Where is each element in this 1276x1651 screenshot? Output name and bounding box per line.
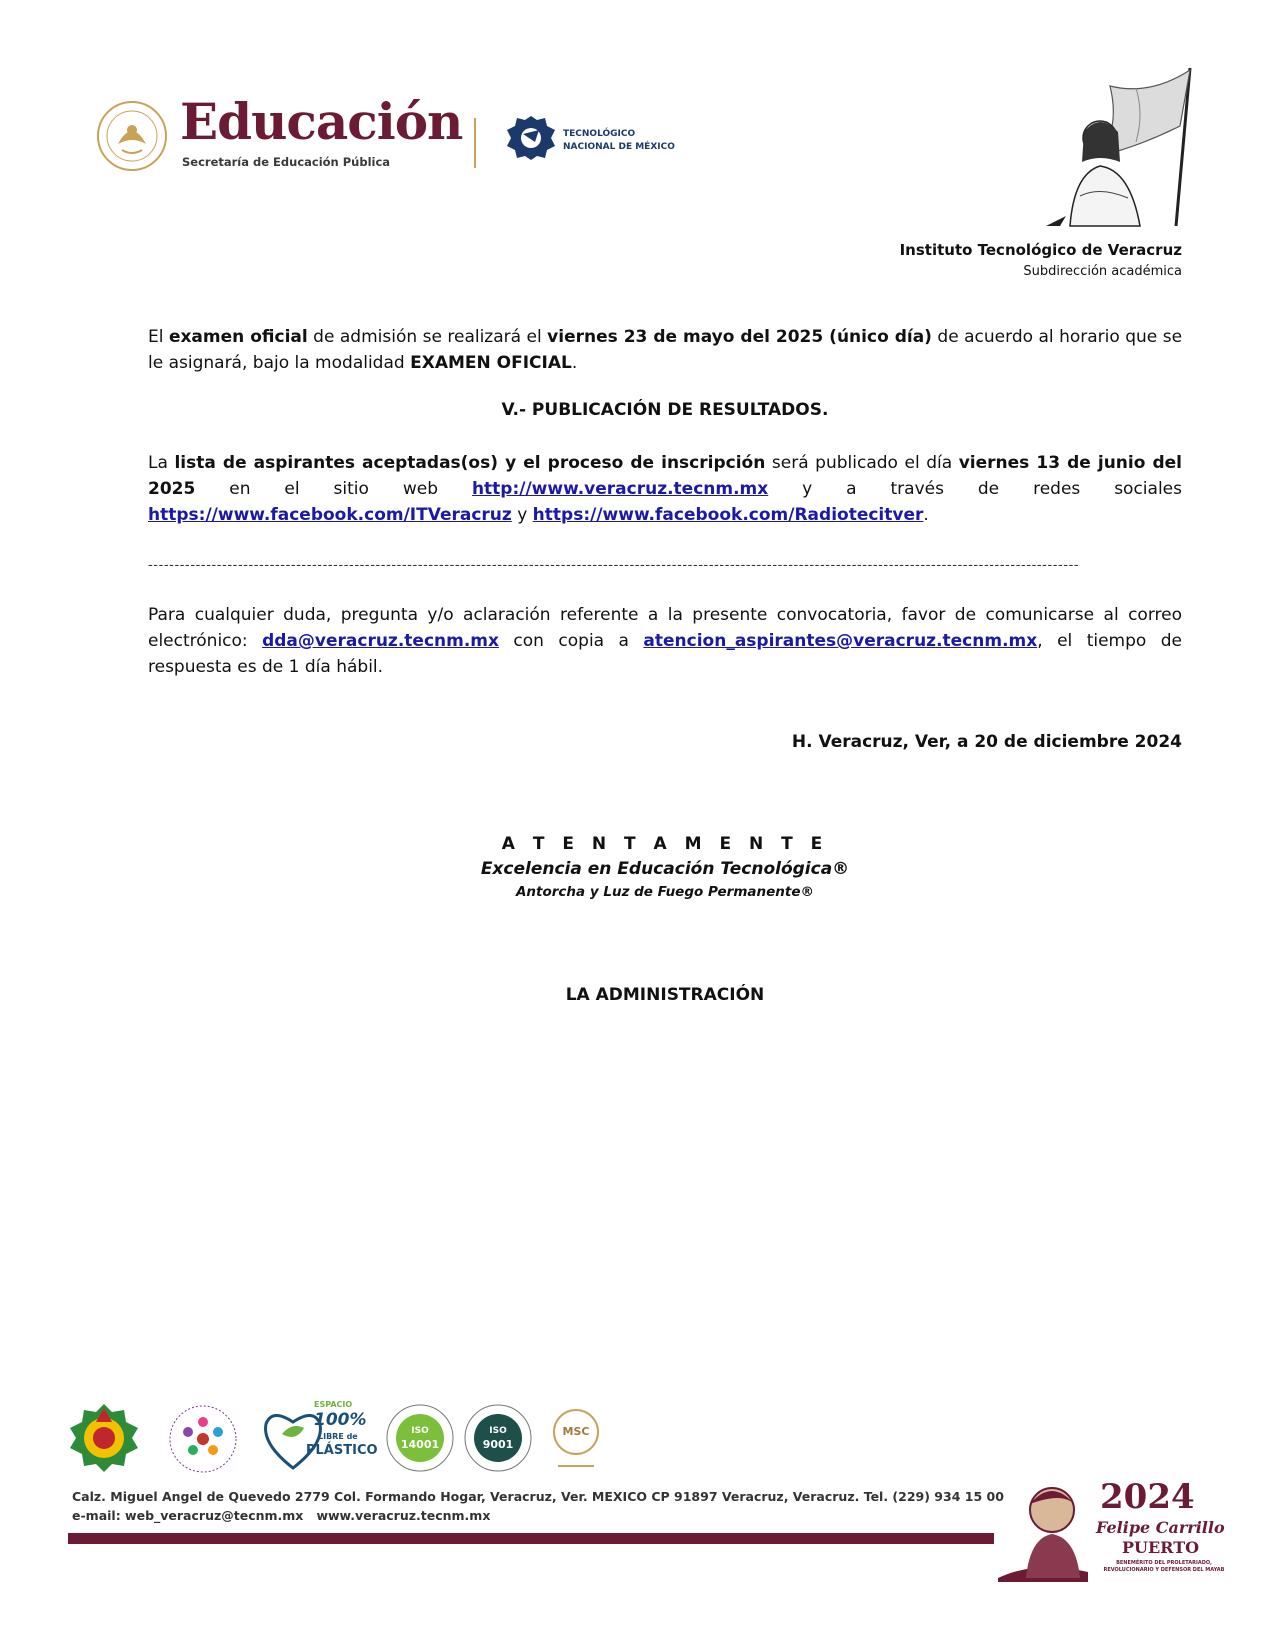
education-subtitle: Secretaría de Educación Pública (182, 155, 391, 169)
heroine-flag-illustration-icon (1040, 66, 1206, 228)
closing-atentamente: A T E N T A M E N T E (501, 834, 829, 854)
exam-paragraph (148, 324, 1182, 376)
badge-name-last: PUERTO (1122, 1538, 1200, 1557)
iso-14001-badge (386, 1402, 454, 1474)
mexico-seal-icon (96, 100, 168, 172)
text: , el tiempo de respuesta es de 1 día hábil. (148, 631, 1183, 677)
text: La (148, 453, 175, 473)
footer-address (72, 1487, 1004, 1525)
tecnm-wordmark (563, 128, 675, 154)
motto-excelencia: Excelencia en Educación Tecnológica® (480, 859, 850, 879)
footer-contact-line (72, 1506, 1004, 1525)
tecnm-line2: NACIONAL DE MÉXICO (563, 142, 675, 152)
text: . (571, 353, 578, 373)
felipe-carrillo-portrait-icon (996, 1474, 1092, 1584)
badge-100: 100% (314, 1410, 367, 1430)
text: de acuerdo al horario que se le asignará, bajo la modalidad (148, 327, 1183, 373)
msc-label: MSC (562, 1425, 590, 1438)
itver-crest-logo-icon (68, 1402, 140, 1474)
header-divider (474, 118, 476, 168)
text: . (923, 505, 929, 525)
date-line: H. Veracruz, Ver, a 20 de diciembre 2024 (791, 732, 1182, 752)
text: en el sitio web (195, 479, 472, 499)
bold-text: EXAMEN OFICIAL (410, 353, 572, 373)
website-link[interactable]: http://www.veracruz.tecnm.mx (471, 479, 769, 499)
text: con copia a (498, 631, 644, 651)
education-title: Educación (180, 92, 463, 151)
msc-seal-icon (544, 1404, 608, 1474)
text: será publicado el día (765, 453, 959, 473)
bold-text: lista de aspirantes aceptadas(os) y el proceso de inscripción (174, 453, 766, 473)
badge-espacio: ESPACIO (314, 1400, 353, 1409)
tecnm-gear-logo-icon (505, 100, 557, 176)
iso-label: ISO (489, 1426, 507, 1436)
badge-libre: LIBRE de (318, 1432, 358, 1441)
footer-bar (68, 1533, 994, 1544)
dda-email-link[interactable]: dda@veracruz.tecnm.mx (262, 631, 499, 651)
tecnm-line1: TECNOLÓGICO (563, 129, 636, 139)
motto-antorcha: Antorcha y Luz de Fuego Permanente® (515, 884, 814, 900)
footer-email: e-mail: web_veracruz@tecnm.mx (72, 1508, 304, 1523)
iso-label: ISO (411, 1426, 429, 1436)
contact-paragraph (148, 602, 1182, 680)
text: de admisión se realizará el (307, 327, 548, 347)
institution-name: Instituto Tecnológico de Veracruz (899, 241, 1182, 259)
facebook-itveracruz-link[interactable]: https://www.facebook.com/ITVeracruz (148, 505, 512, 525)
iso-9001-number: 9001 (482, 1438, 514, 1451)
results-date: viernes 13 de junio del 2025 (148, 453, 1182, 499)
results-paragraph (148, 450, 1182, 528)
text: y a través de redes sociales (768, 479, 1182, 499)
text: El (148, 327, 169, 347)
footer-website: www.veracruz.tecnm.mx (316, 1508, 491, 1523)
text: Para cualquier duda, pregunta y/o aclaración referente a la presente convocatoria, favor de comunicarse al correo electrónico: (148, 605, 1182, 651)
bold-text: examen oficial (168, 327, 308, 347)
footer-address-line: Calz. Miguel Angel de Quevedo 2779 Col. Formando Hogar, Veracruz, Ver. MEXICO CP 91897 Veracruz, Veracruz. Tel. (229) 934 15 00 (72, 1489, 1004, 1504)
iso-14001-number: 14001 (400, 1438, 440, 1451)
equality-norm-seal-icon (168, 1404, 238, 1474)
badge-name-first: Felipe Carrillo (1096, 1518, 1225, 1537)
plastic-free-badge (258, 1398, 378, 1478)
section-title: V.- PUBLICACIÓN DE RESULTADOS. (501, 400, 829, 420)
msc-badge (544, 1404, 608, 1474)
separator-line: -------------------------------------------------------------------------------------------------------------------------------------------------------------------------------- (148, 558, 1080, 573)
year-badge: 2024 (1100, 1477, 1195, 1517)
atencion-aspirantes-email-link[interactable]: atencion_aspirantes@veracruz.tecnm.mx (643, 631, 1038, 651)
badge-caption: BENEMÉRITO DEL PROLETARIADO, REVOLUCIONARIO Y DEFENSOR DEL MAYAB (1103, 1560, 1225, 1573)
signature-administracion: LA ADMINISTRACIÓN (565, 985, 765, 1005)
text: y (511, 505, 533, 525)
exam-date: viernes 23 de mayo del 2025 (único día) (547, 327, 932, 347)
iso-9001-badge (464, 1402, 532, 1474)
institution-subdivision: Subdirección académica (1023, 264, 1182, 279)
felipe-carrillo-puerto-badge (996, 1474, 1236, 1584)
badge-plastico: PLÁSTICO (306, 1443, 378, 1458)
facebook-radiotecitver-link[interactable]: https://www.facebook.com/Radiotecitver (532, 505, 924, 525)
